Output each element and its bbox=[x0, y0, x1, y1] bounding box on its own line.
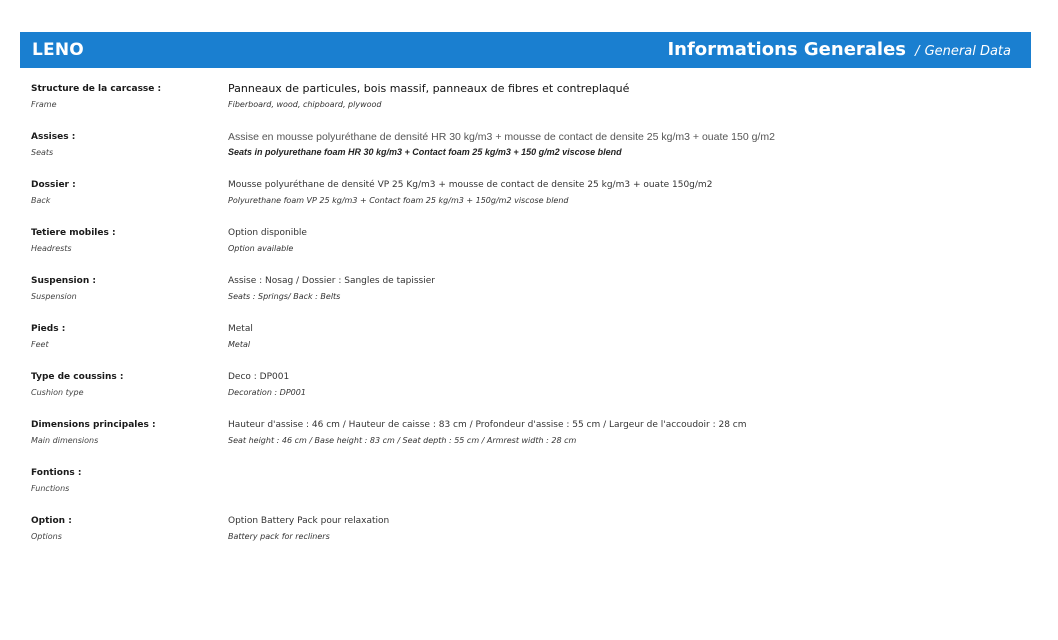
spec-value: Hauteur d'assise : 46 cm / Hauteur de caisse : 83 cm / Profondeur d'assise : 55 cm / Largeur de l'accoudoir : 28 cm bbox=[228, 420, 747, 430]
spec-value: Assise en mousse polyuréthane de densité HR 30 kg/m3 + mousse de contact de densite 25 kg/m3 + ouate 150 g/m2 bbox=[228, 131, 775, 143]
header-bar bbox=[20, 32, 1031, 68]
spec-row-frame bbox=[31, 82, 1031, 130]
spec-value: Metal bbox=[228, 324, 253, 334]
spec-value: Deco : DP001 bbox=[228, 372, 290, 382]
spec-row-suspension bbox=[31, 274, 1031, 322]
spec-row-dimensions bbox=[31, 418, 1031, 466]
spec-value: Option Battery Pack pour relaxation bbox=[228, 516, 390, 526]
header-title-group bbox=[667, 39, 1011, 60]
page-subtitle: General Data bbox=[924, 44, 1011, 59]
spec-value: Panneaux de particules, bois massif, panneaux de fibres et contreplaqué bbox=[228, 82, 630, 95]
spec-row-back bbox=[31, 178, 1031, 226]
spec-value: Mousse polyuréthane de densité VP 25 Kg/m3 + mousse de contact de densite 25 kg/m3 + ouate 150g/m2 bbox=[228, 180, 713, 190]
spec-value-en: Battery pack for recliners bbox=[228, 532, 330, 541]
title-separator: / bbox=[915, 44, 920, 59]
spec-row-options bbox=[31, 514, 1031, 562]
spec-value-en: Polyurethane foam VP 25 kg/m3 + Contact foam 25 kg/m3 + 150g/m2 viscose blend bbox=[228, 196, 569, 205]
spec-value: Option disponible bbox=[228, 228, 307, 238]
spec-row-cushion-type bbox=[31, 370, 1031, 418]
spec-label-en: Cushion type bbox=[31, 388, 84, 397]
spec-value-en: Option available bbox=[228, 244, 294, 253]
product-name: LENO bbox=[32, 40, 84, 60]
spec-label: Suspension : bbox=[31, 276, 96, 286]
spec-label: Option : bbox=[31, 516, 72, 526]
spec-label: Dossier : bbox=[31, 180, 76, 190]
spec-label-en: Main dimensions bbox=[31, 436, 99, 445]
spec-label: Pieds : bbox=[31, 324, 66, 334]
spec-value-en: Fiberboard, wood, chipboard, plywood bbox=[228, 100, 382, 109]
spec-label-en: Options bbox=[31, 532, 62, 541]
spec-row-seats bbox=[31, 130, 1031, 178]
spec-label-en: Frame bbox=[31, 100, 57, 109]
spec-label-en: Headrests bbox=[31, 244, 72, 253]
spec-label: Tetiere mobiles : bbox=[31, 228, 116, 238]
spec-label: Fontions : bbox=[31, 468, 82, 478]
spec-value-en: Seats in polyurethane foam HR 30 kg/m3 + Contact foam 25 kg/m3 + 150 g/m2 viscose blend bbox=[228, 147, 622, 157]
spec-label: Assises : bbox=[31, 132, 76, 142]
spec-row-functions bbox=[31, 466, 1031, 514]
spec-label-en: Back bbox=[31, 196, 51, 205]
spec-label-en: Functions bbox=[31, 484, 70, 493]
spec-value-en: Decoration : DP001 bbox=[228, 388, 306, 397]
spec-list bbox=[31, 82, 1031, 562]
spec-label: Type de coussins : bbox=[31, 372, 124, 382]
spec-row-feet bbox=[31, 322, 1031, 370]
page-title: Informations Generales bbox=[667, 39, 907, 60]
spec-row-headrests bbox=[31, 226, 1031, 274]
spec-label-en: Suspension bbox=[31, 292, 77, 301]
spec-value-en: Seat height : 46 cm / Base height : 83 cm / Seat depth : 55 cm / Armrest width : 28 cm bbox=[228, 436, 577, 445]
spec-label: Dimensions principales : bbox=[31, 420, 156, 430]
spec-label-en: Feet bbox=[31, 340, 49, 349]
spec-label: Structure de la carcasse : bbox=[31, 84, 162, 94]
spec-value-en: Seats : Springs/ Back : Belts bbox=[228, 292, 341, 301]
spec-value-en: Metal bbox=[228, 340, 251, 349]
spec-value: Assise : Nosag / Dossier : Sangles de tapissier bbox=[228, 276, 435, 286]
spec-label-en: Seats bbox=[31, 148, 54, 157]
